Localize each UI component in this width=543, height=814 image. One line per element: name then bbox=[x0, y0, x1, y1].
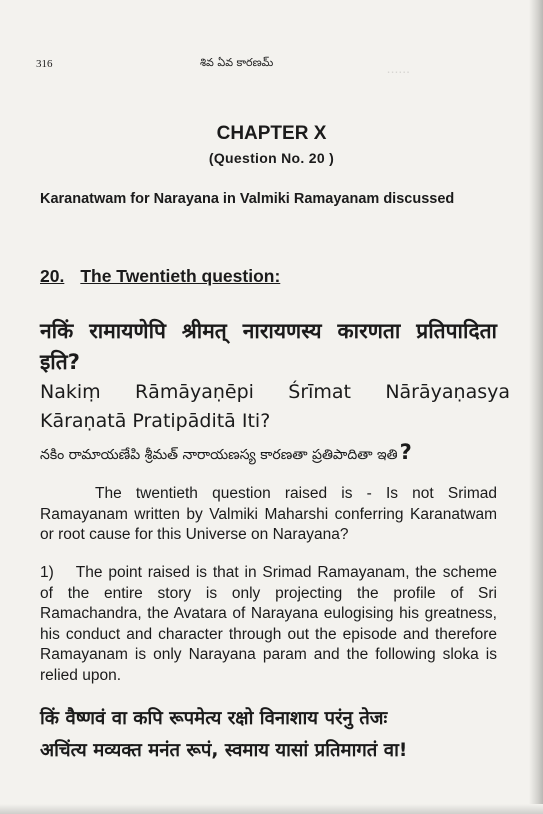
verse-line-2: अचिंत्य मव्यक्त मनंत रूपं, स्वमाय यासां प्रतिमागतं वा! bbox=[40, 740, 408, 761]
chapter-title: CHAPTER X bbox=[216, 123, 327, 144]
chapter-subtitle: (Question No. 20 ) bbox=[208, 150, 335, 166]
section-number: 20. bbox=[40, 266, 65, 286]
page-edge-shadow bbox=[529, 0, 543, 814]
sloka-transliteration: Nakiṃ Rāmāyaṇēpi Śrīmat Nārāyaṇasya Kāraṇatā Pratipāditā Iti? bbox=[40, 381, 510, 432]
point-label: 1) bbox=[40, 564, 54, 581]
sloka-telugu-text: నకిం రామాయణేపి శ్రీమత్ నారాయణస్య కారణతా ప్రతిపాదితా ఇతి bbox=[40, 447, 398, 463]
page-number: 316 bbox=[36, 58, 53, 70]
paragraph-point-1 bbox=[40, 563, 497, 686]
page-bottom-edge bbox=[0, 804, 543, 814]
section-heading bbox=[40, 266, 280, 287]
section-title: The Twentieth question: bbox=[80, 266, 281, 286]
show-through-text: ...... bbox=[386, 60, 410, 76]
chapter-topic: Karanatwam for Narayana in Valmiki Ramayanam discussed bbox=[40, 191, 455, 207]
running-head: శివ ఏవ కారణమ్ bbox=[200, 56, 274, 69]
sloka-telugu-question-mark: ? bbox=[399, 440, 412, 464]
paragraph-question: The twentieth question raised is - Is not Srimad Ramayanam written by Valmiki Maharshi conferring Karanatwam or root cause for this Universe on Narayana? bbox=[40, 485, 497, 543]
verse-line-1: किं वैष्णवं वा कपि रूपमेत्य रक्षो विनाशाय परंनु तेजः bbox=[40, 708, 388, 729]
sloka-devanagari: नकिं रामायणेपि श्रीमत् नारायणस्य कारणता प्रतिपादिता इति? bbox=[40, 319, 497, 374]
point-text: The point raised is that in Srimad Ramayanam, the scheme of the entire story is only projecting the profile of Sri Ramachandra, the Avatara of Narayana eulogising his greatness, his conduct and character through out the episode and therefore Ramayanam is only Narayana param and the following sloka is relied upon. bbox=[40, 564, 497, 684]
sloka-telugu bbox=[40, 440, 412, 466]
